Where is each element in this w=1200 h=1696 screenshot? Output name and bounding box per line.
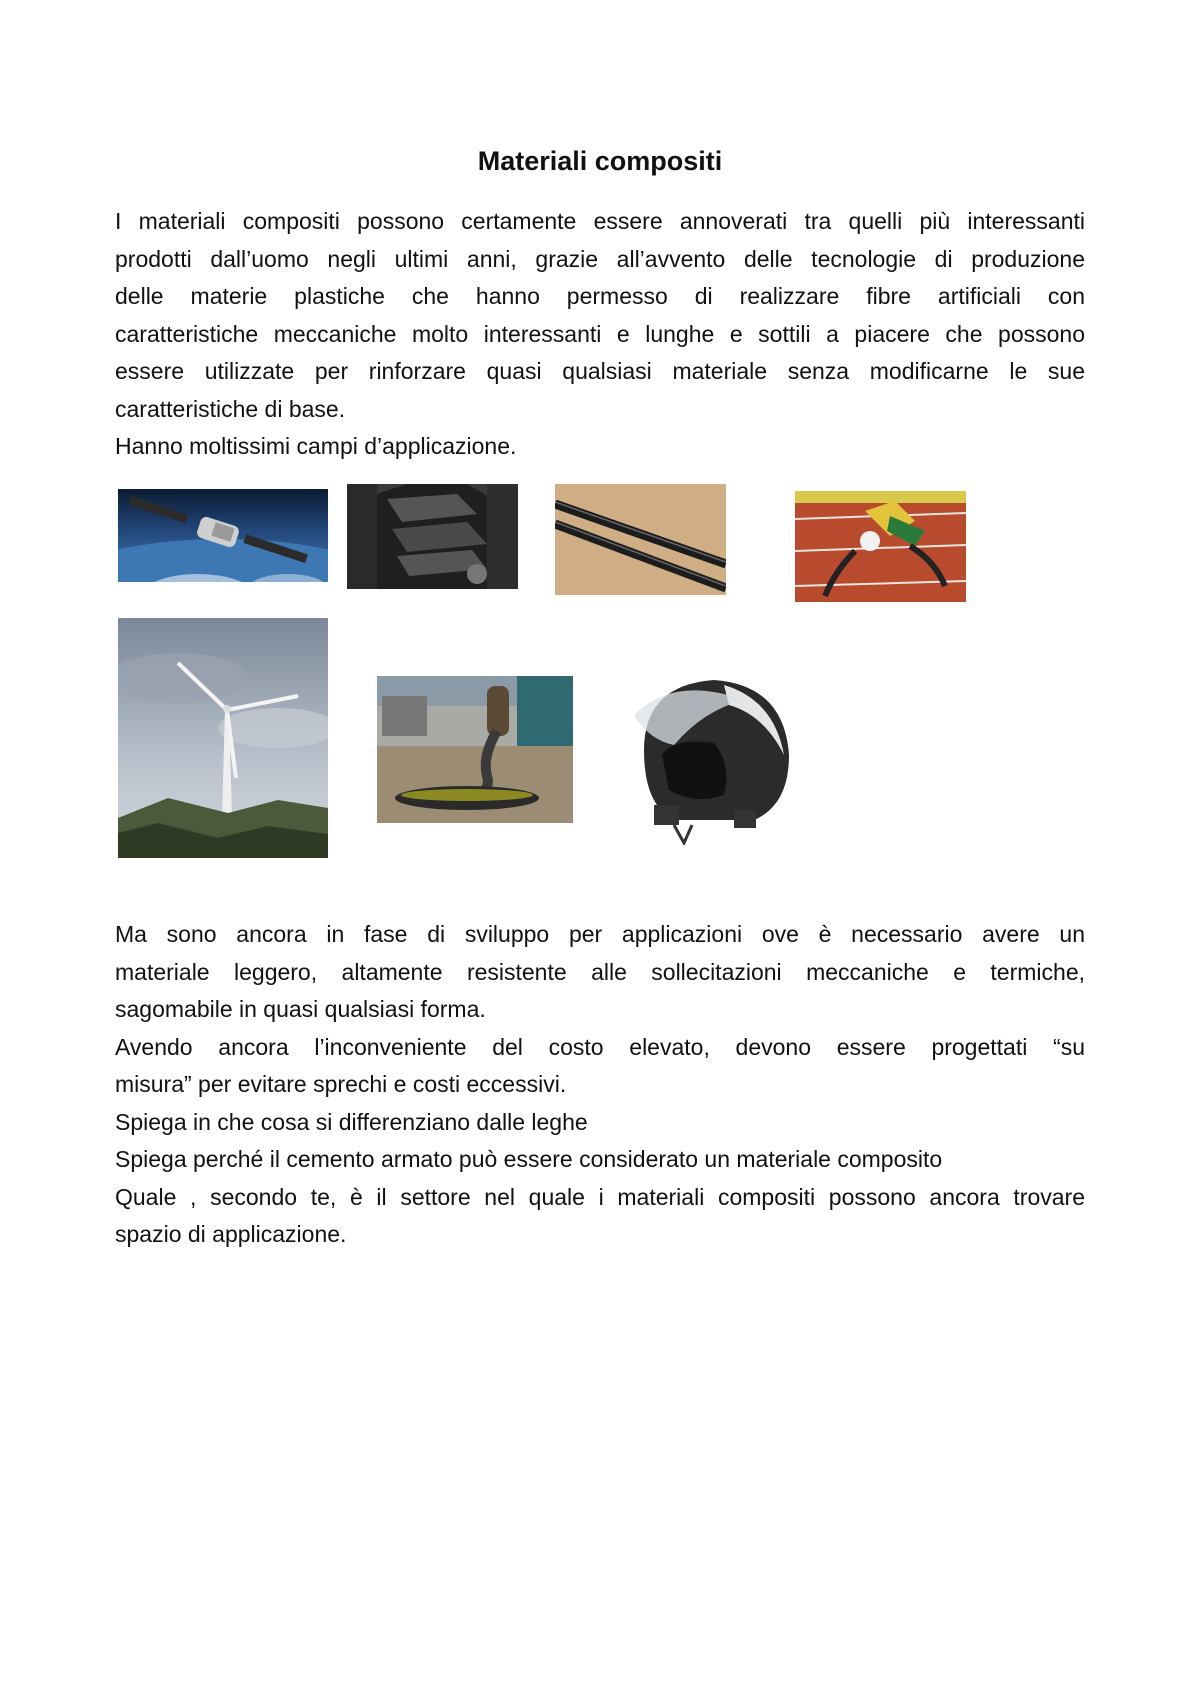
text-line: Ma sono ancora in fase di sviluppo per applicazioni ove è necessario avere un [115,921,1085,947]
helmet-photo [614,655,804,845]
text-line: delle materie plastiche che hanno permesso di realizzare fibre artificiali con [115,283,1085,309]
question-alloys: Spiega in che cosa si differenziano dalle leghe [115,1108,588,1135]
document-title: Materiali compositi [477,146,723,176]
text-line: prodotti dall’uomo negli ultimi anni, grazie all’avvento delle tecnologie di produzione [115,245,1085,272]
text-line: caratteristiche meccaniche molto interessanti e lunghe e sottili a piacere che possono [115,320,1085,347]
question-concrete: Spiega perché il cemento armato può essere considerato un materiale composito [115,1146,943,1172]
carbon-tubes-photo [555,484,726,595]
prosthetic-foot-photo [377,676,573,823]
question-sector: Quale , secondo te, è il settore nel quale i materiali compositi possono ancora trovare [115,1183,1085,1210]
text-line: Hanno moltissimi campi d’applicazione. [115,433,517,459]
text-line: Avendo ancora l’inconveniente del costo elevato, devono essere progettati “su [115,1033,1085,1060]
blade-runner-photo [795,491,966,602]
text-line: I materiali compositi possono certamente essere annoverati tra quelli più interessanti [115,208,1085,234]
satellite-photo [118,489,328,582]
question-sector: spazio di applicazione. [115,1221,347,1247]
carbon-car-part-photo [347,484,518,589]
text-line: caratteristiche di base. [115,395,346,422]
text-line: essere utilizzate per rinforzare quasi qualsiasi materiale senza modificarne le sue [115,358,1085,384]
wind-turbine-photo [118,618,328,858]
text-line: sagomabile in quasi qualsiasi forma. [115,996,486,1022]
text-line: misura” per evitare sprechi e costi eccessivi. [115,1071,567,1097]
text-line: materiale leggero, altamente resistente alle sollecitazioni meccaniche e termiche, [115,958,1085,985]
body-paragraph [115,916,1085,1254]
intro-paragraph [115,203,1085,466]
